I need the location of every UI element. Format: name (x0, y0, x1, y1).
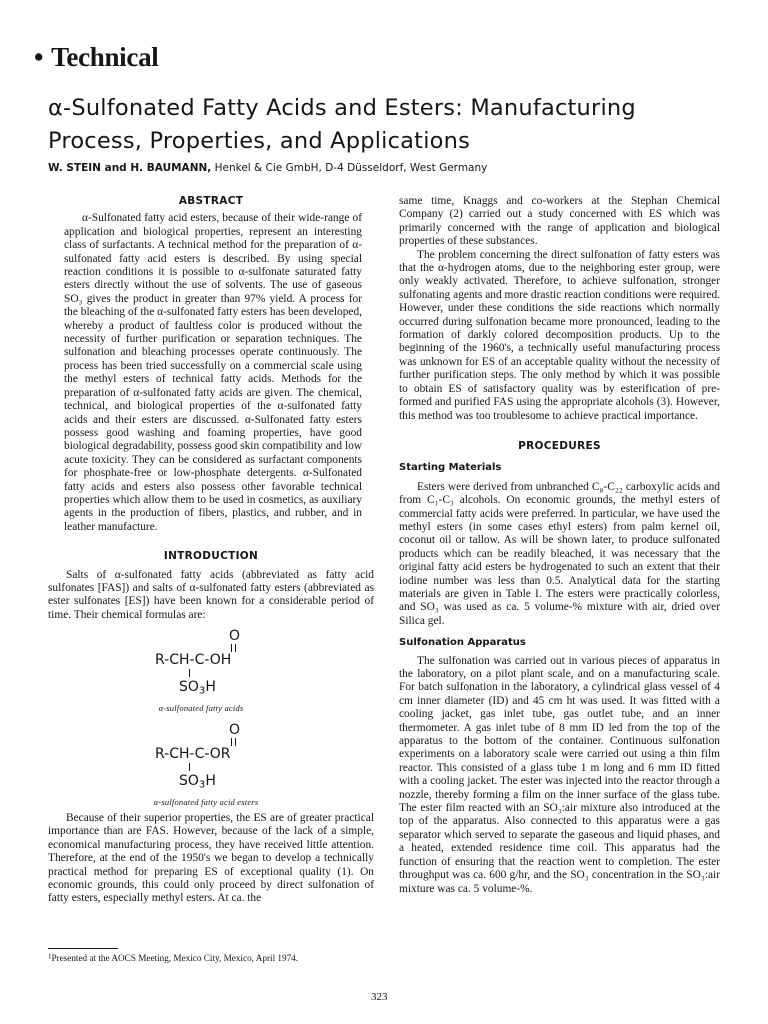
page-number: 323 (371, 991, 388, 1003)
formula-fatty-acid-ester (48, 722, 374, 794)
formula-2-sulfonate: $SO_3H$ (179, 772, 216, 791)
formula-1-caption: α-sulfonated fatty acids (158, 703, 244, 714)
footnote-marker: 1 (48, 953, 52, 961)
formula-2-double-bond (231, 738, 236, 746)
author-affiliation: Henkel & Cie GmbH, D-4 Düsseldorf, West Germany (211, 162, 488, 174)
author-line (48, 162, 487, 174)
sulfonation-apparatus-text: The sulfonation was carried out in various pieces of apparatus in the laboratory, on a pilot plant scale, and on a manufacturing scale. For batch sulfonation in the laboratory, a cylindrical glass vessel of 4 cm inner diameter (ID) and 45 cm ht was used. It was fitted with a cooling jacket, gas inlet tube, gas outlet tube, and an inner thermometer. A gas inlet tube of 8 mm ID led from the top of the apparatus to the bottom of the container. Continuous sulfonation experiments on a laboratory scale were carried out using a thin film reactor. This consisted of a glass tube 1 m long and 6 mm ID fitted with a cooling jacket. The ester was injected into the reactor through a nozzle, thereby forming a film on the inner surface of the glass tube. The ester film reacted with an SO₃:air mixture also introduced at the top of the apparatus. Also connected to this apparatus were a gas separator which served to separate the gaseous and liquid phases, and a heated, extended residence time coil. This apparatus had the function of ensuring that the reaction went to completion. The ester throughput was ca. 600 g/hr, and the SO₃ concentration in the SO₃:air mixture was ca. 5 volume-%. (399, 654, 720, 895)
title-line-1: α-Sulfonated Fatty Acids and Esters: Manufacturing (48, 95, 636, 121)
formula-2-single-bond (189, 763, 190, 771)
formula-fatty-acid (48, 628, 374, 700)
section-label: • Technical (34, 42, 159, 72)
right-column (399, 195, 720, 896)
starting-materials-text: Esters were derived from unbranched C₈-C₂₂ carboxylic acids and from C₁-C₃ alcohols. On economic grounds, the methyl esters of commercial fatty acids were preferred. In particular, we have used the methyl esters (in some cases ethyl esters) from palm kernel oil, coconut oil or tallow. As will be shown later, to produce sulfonated products which can be readily bleached, it was necessary that the original fatty acid esters be hydrogenated to such an extent that their iodine number was less than 0.5. Analytical data for the starting materials are given in Table I. The esters were practically colorless, and SO₃ was used as ca. 5 volume-% mixture with air, dried over Silica gel. (399, 480, 720, 627)
abstract-heading: ABSTRACT (178, 195, 244, 207)
formula-1-single-bond (189, 669, 190, 677)
procedures-heading: PROCEDURES (518, 439, 601, 452)
abstract-text: α-Sulfonated fatty acid esters, because of their wide-range of application and biological properties, represent an interesting class of surfactants. A technical method for the preparation of α-sulfonated fatty acid esters is described. By using special reaction conditions it is possible to α-sulfonate saturated fatty esters directly without the use of solvents. The use of gaseous SO₃ gives the product in greater than 97% yield. A process for the bleaching of the α-sulfonated fatty esters has been developed, whereby a product of faultless color is produced without the necessity of further purification or separation techniques. The sulfonation and bleaching processes operate continuously. The process has been tried successfully on a commercial scale using the methyl esters of technical fatty acids. Methods for the preparation of α-sulfonated fatty acids are given. The chemical, technical, and biological properties of the α-sulfonated fatty acids and their esters are discussed. α-Sulfonated fatty esters possess good washing and foaming properties, have good biological degradability, possess good skin compatibility and low acute toxicity. They can be considered as surfactant components for phosphate-free or low-phosphate detergents. α-Sulfonated fatty acids and esters also possess other favorable technical properties which allow them to be used in cosmetics, as auxiliary agents in the production of fibers, plastics, and rubber, and in leather manufacture. (64, 212, 362, 533)
formula-1-carbonyl-oxygen: O (229, 628, 241, 645)
formula-2-carbonyl-oxygen: O (229, 721, 241, 738)
sulfonation-apparatus-heading: Sulfonation Apparatus (399, 637, 526, 649)
starting-materials-heading: Starting Materials (399, 462, 502, 474)
problem-paragraph: The problem concerning the direct sulfonation of fatty esters was that the α-hydrogen atoms, due to the neighboring ester group, were only weakly activated. Therefore, to achieve sulfonation, stronger sulfonating agents and more drastic reaction conditions were required. However, under these conditions the side reactions which normally occurred during sulfonation became more pronounced, leading to the formation of darkly colored decomposition products. Up to the beginning of the 1960's, a technically useful manufacturing process was unknown for ES of an acceptable quality without the necessity of further purification steps. The only method by which it was possible to obtain ES of satisfactory quality was by esterification of pre-formed and purified FAS using the appropriate alcohols (3). However, this method was too troublesome to achieve practical importance. (399, 248, 720, 422)
formula-2-caption: α-sulfonated fatty acid esters (153, 796, 259, 807)
introduction-paragraph-1: Salts of α-sulfonated fatty acids (abbreviated as fatty acid sulfonates [FAS]) and salts of α-sulfonated fatty esters (abbreviated as ester sulfonates [ES]) have been known for a considerable period of time. Their chemical formulas are: (48, 568, 374, 621)
introduction-heading: INTRODUCTION (163, 550, 259, 563)
formula-2-chain: R-CH-C-OR (155, 745, 231, 762)
title-line-2: Process, Properties, and Applications (48, 128, 470, 154)
author-names: W. STEIN and H. BAUMANN, (48, 162, 212, 174)
footnote-text: Presented at the AOCS Meeting, Mexico City, Mexico, April 1974. (51, 953, 299, 963)
article-title (48, 92, 748, 158)
formula-1-chain: R-CH-C-OH (155, 652, 232, 669)
introduction-paragraph-2: Because of their superior properties, the ES are of greater practical importance than are FAS. However, because of the lack of a simple, economical manufacturing process, they have received little attention. Therefore, at the end of the 1950's we began to develop a technically practical method for preparing ES of exceptional quality (1). On economic grounds, this could only proceed by direct sulfonation of fatty esters, especially methyl esters. At ca. the (48, 812, 374, 905)
formula-1-double-bond (231, 644, 236, 652)
footnote-rule (48, 948, 118, 949)
footnote (48, 953, 360, 964)
left-column (48, 195, 374, 906)
formula-1-sulfonate: $SO_3H$ (179, 679, 216, 697)
continued-paragraph: same time, Knaggs and co-workers at the Stephan Chemical Company (2) carried out a study concerned with ES which was primarily concerned with the range of application and biological properties of these substances. (399, 195, 720, 248)
